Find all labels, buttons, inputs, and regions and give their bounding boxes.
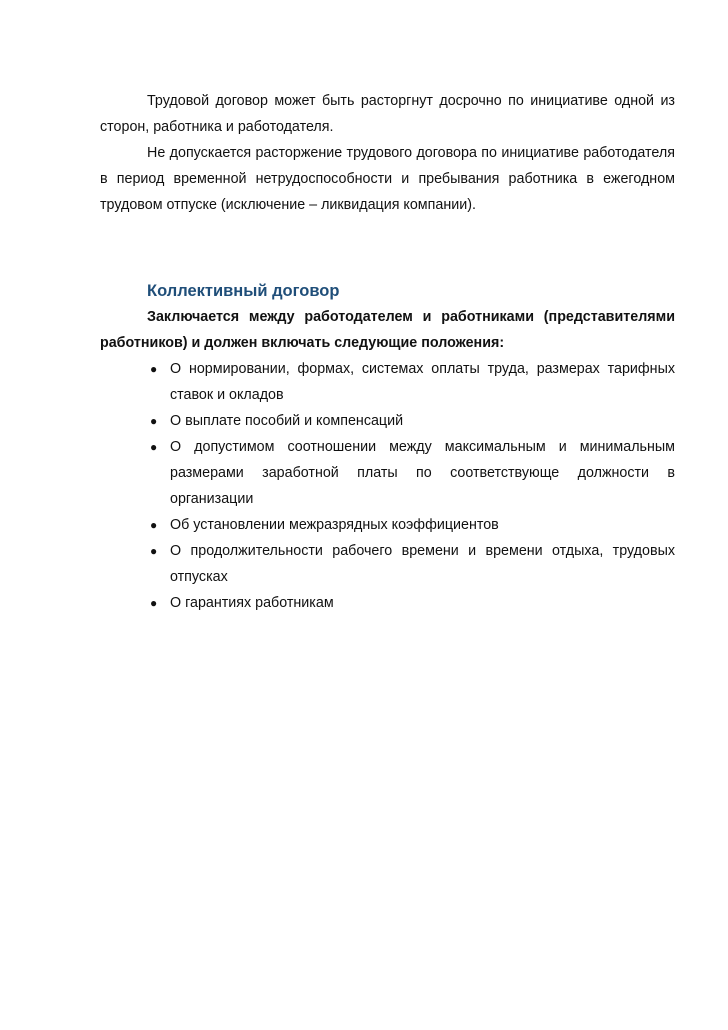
- list-item-text: О выплате пособий и компенсаций: [170, 413, 404, 429]
- provisions-list: [100, 356, 675, 616]
- section-intro: Заключается между работодателем и работниками (представителями работников) и должен включать следующие положения:: [100, 309, 675, 351]
- bullet-dot-icon: ●: [150, 440, 158, 454]
- list-item-text: О допустимом соотношении между максимальным и минимальным размерами заработной платы по соответствующе должности в организации: [170, 439, 675, 507]
- list-item: [150, 434, 675, 512]
- list-item-text: О гарантиях работникам: [170, 595, 334, 611]
- document-page: [100, 88, 675, 616]
- list-item-text: О нормировании, формах, системах оплаты труда, размерах тарифных ставок и окладов: [170, 361, 675, 403]
- paragraph-termination-restriction: Не допускается расторжение трудового договора по инициативе работодателя в период временной нетрудоспособности и пребывания работника в ежегодном трудовом отпуске (исключение – ликвидация компании).: [100, 145, 675, 213]
- list-item-text: О продолжительности рабочего времени и времени отдыха, трудовых отпусках: [170, 543, 675, 585]
- bullet-dot-icon: ●: [150, 518, 158, 532]
- paragraph-early-termination: Трудовой договор может быть расторгнут досрочно по инициативе одной из сторон, работника и работодателя.: [100, 93, 675, 135]
- list-item: [150, 590, 675, 616]
- section-title: Коллективный договор: [147, 282, 340, 300]
- list-item: [150, 538, 675, 590]
- list-item-text: Об установлении межразрядных коэффициентов: [170, 517, 499, 533]
- spacer: [100, 218, 675, 276]
- list-item: [150, 512, 675, 538]
- list-item: [150, 356, 675, 408]
- bullet-dot-icon: ●: [150, 596, 158, 610]
- bullet-dot-icon: ●: [150, 544, 158, 558]
- bullet-dot-icon: ●: [150, 362, 158, 376]
- bullet-dot-icon: ●: [150, 414, 158, 428]
- list-item: [150, 408, 675, 434]
